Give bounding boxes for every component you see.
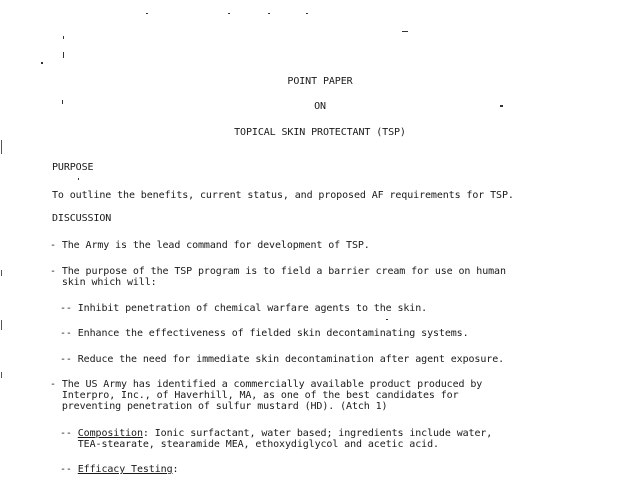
scan-speck	[306, 13, 308, 14]
scan-speck	[402, 31, 408, 32]
title-line-2: ON	[314, 101, 326, 112]
composition-label: Composition	[77, 428, 143, 439]
bullet-us-army-line-3: preventing penetration of sulfur mustard (HD). (Atch 1)	[50, 401, 388, 412]
efficacy-testing-line	[60, 464, 178, 476]
efficacy-label: Efficacy Testing	[77, 464, 173, 475]
margin-tick	[1, 140, 2, 154]
scan-speck	[146, 13, 148, 14]
sub-bullet-reduce: -- Reduce the need for immediate skin decontamination after agent exposure.	[60, 354, 505, 365]
scan-speck	[386, 319, 388, 320]
title-line-1: POINT PAPER	[287, 76, 353, 87]
sub-bullet-enhance: -- Enhance the effectiveness of fielded skin decontaminating systems.	[60, 328, 469, 339]
scan-speck	[78, 178, 79, 180]
bullet-us-army-line-1: - The US Army has identified a commercially available product produced by	[50, 379, 483, 390]
purpose-heading: PURPOSE	[52, 162, 94, 173]
scan-speck	[268, 13, 270, 14]
margin-tick	[1, 372, 2, 378]
discussion-heading: DISCUSSION	[52, 213, 112, 224]
bullet-us-army-line-2: Interpro, Inc., of Haverhill, MA, as one of the best candidates for	[50, 390, 459, 401]
scan-speck	[63, 36, 64, 39]
efficacy-prefix: --	[60, 464, 78, 475]
bullet-army-lead: - The Army is the lead command for development of TSP.	[50, 240, 370, 251]
margin-tick	[1, 320, 2, 330]
efficacy-suffix: :	[172, 464, 179, 475]
bullet-purpose-line-1: - The purpose of the TSP program is to field a barrier cream for use on human	[50, 266, 506, 277]
margin-tick	[1, 270, 2, 276]
purpose-text: To outline the benefits, current status, and proposed AF requirements for TSP.	[52, 190, 514, 201]
scan-speck	[41, 62, 43, 64]
composition-text: : Ionic surfactant, water based; ingredients include water,	[142, 428, 493, 439]
scan-speck	[228, 13, 230, 14]
title-line-3: TOPICAL SKIN PROTECTANT (TSP)	[234, 127, 406, 138]
composition-prefix: --	[60, 428, 78, 439]
bullet-purpose-line-2: skin which will:	[50, 277, 157, 288]
sub-bullet-inhibit: -- Inhibit penetration of chemical warfare agents to the skin.	[60, 303, 428, 314]
composition-line-2: TEA-stearate, stearamide MEA, ethoxydiglycol and acetic acid.	[60, 439, 439, 450]
scan-speck	[63, 52, 64, 58]
